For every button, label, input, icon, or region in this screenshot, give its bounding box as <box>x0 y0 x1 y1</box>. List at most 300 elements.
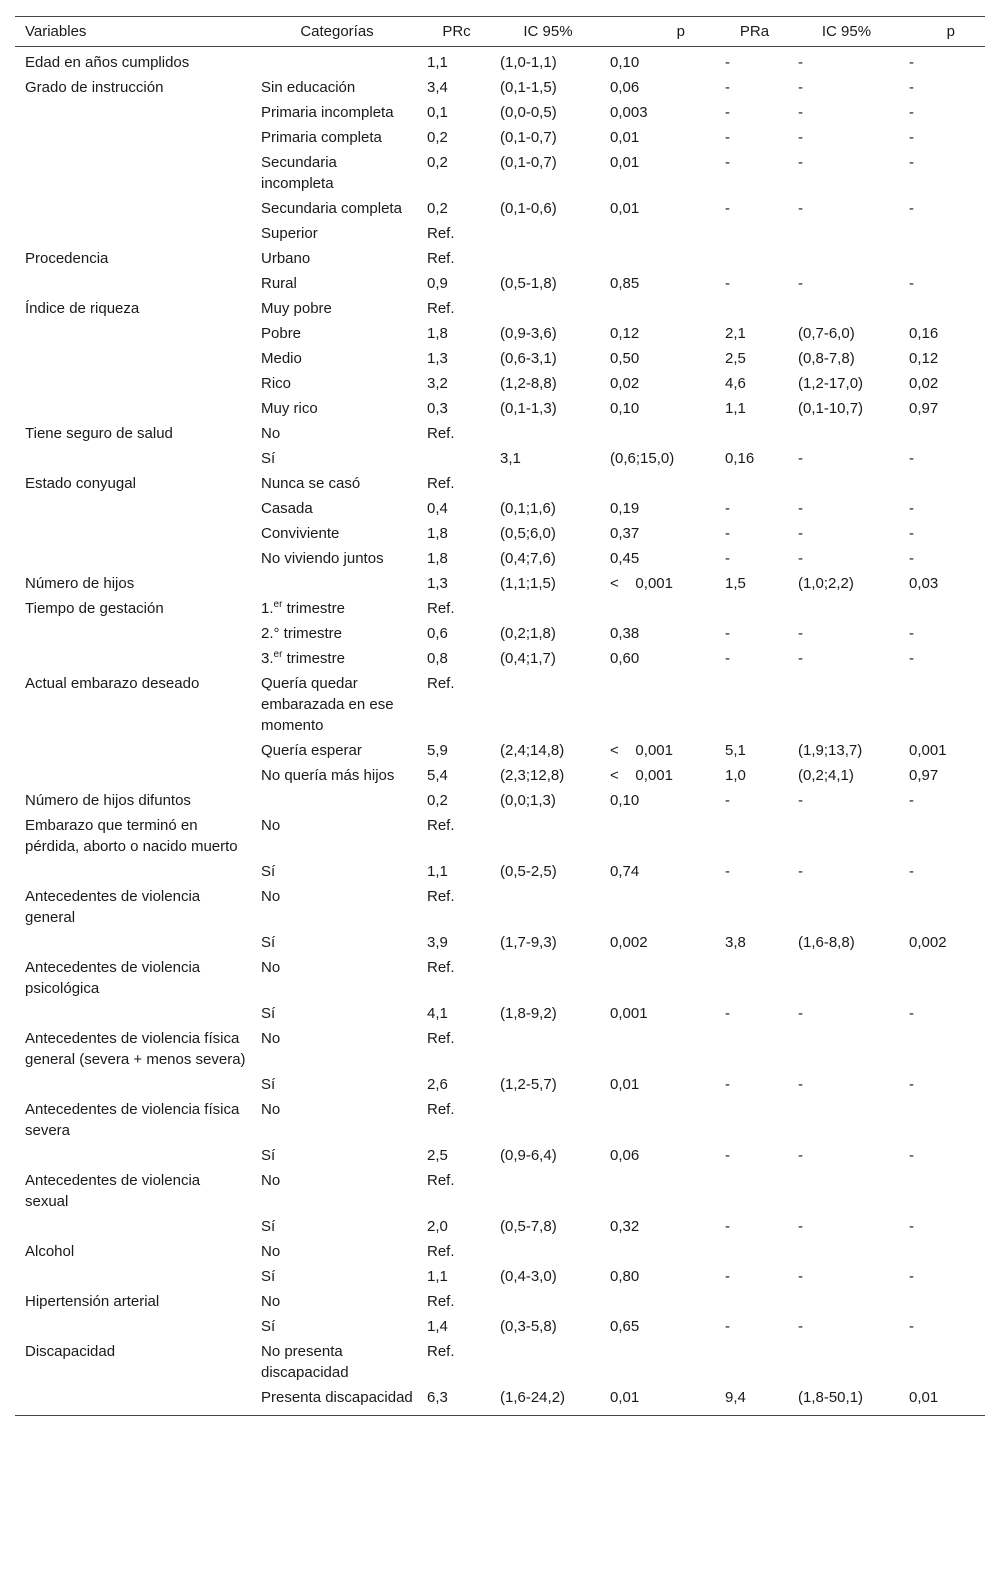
cell-ic95-adjusted: - <box>798 450 803 467</box>
header-p-crude: p <box>676 23 685 40</box>
cell-p-adjusted: - <box>909 650 914 667</box>
cell-pra: - <box>725 550 730 567</box>
cell-p-adjusted <box>899 298 985 319</box>
cell-ic95-crude: (0,5-1,8) <box>500 275 557 292</box>
cell-pra: - <box>725 1268 730 1285</box>
cell-ic95-crude: (1,2-5,7) <box>500 1076 557 1093</box>
cell-category: Rico <box>261 375 292 392</box>
cell-category: Sí <box>261 1005 276 1022</box>
cell-ic95-crude: (2,3;12,8) <box>500 767 565 784</box>
cell-ic95-adjusted: (1,2-17,0) <box>798 375 864 392</box>
cell-pra: - <box>725 129 730 146</box>
cell-ic95-crude: (0,3-5,8) <box>500 1318 557 1335</box>
cell-ic95-adjusted: (1,6-8,8) <box>798 934 855 951</box>
cell-ic95-adjusted: - <box>798 1147 803 1164</box>
cell-prc: 1,8 <box>427 550 448 567</box>
cell-pra: - <box>725 200 730 217</box>
header-ic95-crude: IC 95% <box>523 23 573 40</box>
cell-prc: 3,2 <box>427 375 448 392</box>
cell-prc: 0,9 <box>427 275 448 292</box>
cell-pra <box>715 248 788 269</box>
cell-ic95-crude <box>490 1170 600 1212</box>
cell-variable <box>15 398 251 419</box>
cell-ic95-adjusted: - <box>798 650 803 667</box>
cell-ic95-crude: 3,1 <box>500 450 521 467</box>
cell-prc: 1,8 <box>427 325 448 342</box>
cell-p-adjusted: - <box>909 54 914 71</box>
cell-p-adjusted: - <box>909 550 914 567</box>
table-row <box>15 125 985 150</box>
cell-pra <box>715 1170 788 1212</box>
cell-pra: 1,0 <box>725 767 746 784</box>
cell-variable: Antecedentes de violencia general <box>25 888 201 926</box>
cell-p-crude: 0,19 <box>610 500 640 517</box>
cell-pra: - <box>725 500 730 517</box>
cell-ic95-crude: (0,5;6,0) <box>500 525 556 542</box>
cell-pra <box>715 1099 788 1141</box>
table-row <box>15 75 985 100</box>
table-row <box>15 955 985 1001</box>
cell-category: Sí <box>261 1318 276 1335</box>
cell-p-crude: 0,32 <box>610 1218 640 1235</box>
header-ic95-adjusted: IC 95% <box>821 23 872 40</box>
cell-prc: 0,6 <box>427 625 448 642</box>
table-row <box>15 1314 985 1339</box>
cell-ic95-crude <box>490 886 600 928</box>
cell-ic95-crude <box>490 1241 600 1262</box>
cell-ic95-crude: (0,1-0,6) <box>500 200 557 217</box>
cell-ic95-adjusted: - <box>798 1076 803 1093</box>
cell-prc: 1,4 <box>427 1318 448 1335</box>
cell-prc: 0,2 <box>427 200 448 217</box>
cell-category: Sí <box>261 863 276 880</box>
table-row <box>15 671 985 738</box>
cell-pra <box>715 957 788 999</box>
cell-ic95-adjusted <box>788 1028 899 1070</box>
cell-p-adjusted: - <box>909 1076 914 1093</box>
cell-category: Presenta discapacidad <box>261 1389 413 1406</box>
cell-category: 2.° trimestre <box>261 625 343 642</box>
cell-pra: 1,1 <box>725 400 746 417</box>
table-row <box>15 271 985 296</box>
cell-p-adjusted: - <box>909 154 914 171</box>
cell-variable: Hipertensión arterial <box>25 1293 160 1310</box>
cell-prc: Ref. <box>427 425 455 442</box>
cell-p-crude: 0,001 <box>610 1005 648 1022</box>
cell-prc: 0,2 <box>427 792 448 809</box>
table-row <box>15 221 985 246</box>
cell-p-adjusted: 0,16 <box>909 325 939 342</box>
cell-category: Sí <box>261 450 276 467</box>
cell-p-crude: 0,01 <box>610 129 640 146</box>
cell-p-crude: 0,85 <box>610 275 640 292</box>
cell-p-crude: 0,01 <box>610 1076 640 1093</box>
cell-ic95-crude: (0,6-3,1) <box>500 350 557 367</box>
table-row <box>15 646 985 671</box>
cell-ic95-crude <box>490 298 600 319</box>
cell-category: No quería más hijos <box>261 767 395 784</box>
cell-ic95-adjusted <box>788 248 899 269</box>
cell-pra: - <box>725 792 730 809</box>
cell-p-adjusted: 0,01 <box>909 1389 939 1406</box>
cell-variable <box>15 348 251 369</box>
cell-ic95-crude <box>490 423 600 444</box>
cell-p-adjusted: 0,001 <box>909 742 947 759</box>
cell-pra <box>715 886 788 928</box>
cell-prc: Ref. <box>427 475 455 492</box>
cell-p-adjusted <box>899 1028 985 1070</box>
cell-category: Medio <box>261 350 302 367</box>
table-row <box>15 371 985 396</box>
cell-prc: Ref. <box>427 600 455 617</box>
cell-variable <box>15 448 251 469</box>
cell-category <box>251 790 417 811</box>
table-row <box>15 788 985 813</box>
cell-p-crude: 0,10 <box>610 54 640 71</box>
cell-p-crude <box>600 473 715 494</box>
cell-prc: 0,2 <box>427 129 448 146</box>
cell-ic95-adjusted: (0,7-6,0) <box>798 325 855 342</box>
cell-p-crude: < 0,001 <box>610 575 673 592</box>
cell-category: Sí <box>261 1218 276 1235</box>
cell-ic95-adjusted <box>788 673 899 736</box>
table-row <box>15 738 985 763</box>
cell-variable: Antecedentes de violencia física general (severa + menos severa) <box>25 1030 246 1068</box>
cell-p-adjusted: - <box>909 1005 914 1022</box>
cell-prc: 3,9 <box>427 934 448 951</box>
cell-category: Urbano <box>261 250 311 267</box>
table-row <box>15 1072 985 1097</box>
cell-prc: Ref. <box>427 250 455 267</box>
cell-pra: - <box>725 154 730 171</box>
cell-p-adjusted: - <box>909 104 914 121</box>
cell-p-crude: 0,002 <box>610 934 648 951</box>
cell-variable <box>15 932 251 953</box>
cell-p-adjusted <box>899 423 985 444</box>
cell-p-adjusted: - <box>909 450 914 467</box>
cell-ic95-adjusted <box>788 598 899 619</box>
cell-prc: Ref. <box>427 1101 455 1118</box>
cell-ic95-adjusted: (1,0;2,2) <box>798 575 854 592</box>
cell-ic95-crude: (1,0-1,1) <box>500 54 557 71</box>
cell-category: Casada <box>261 500 313 517</box>
cell-prc: 0,8 <box>427 650 448 667</box>
cell-p-adjusted: - <box>909 79 914 96</box>
cell-category <box>251 573 417 594</box>
cell-p-crude: 0,80 <box>610 1268 640 1285</box>
cell-p-crude: (0,6;15,0) <box>610 450 675 467</box>
cell-ic95-crude <box>490 1291 600 1312</box>
cell-pra: - <box>725 79 730 96</box>
cell-prc: 6,3 <box>427 1389 448 1406</box>
cell-prc: Ref. <box>427 1030 455 1047</box>
cell-variable <box>15 127 251 148</box>
cell-variable: Edad en años cumplidos <box>25 54 190 71</box>
cell-ic95-adjusted: (1,9;13,7) <box>798 742 863 759</box>
cell-ic95-crude <box>490 598 600 619</box>
table-row <box>15 621 985 646</box>
cell-prc <box>417 448 490 469</box>
cell-prc: 0,1 <box>427 104 448 121</box>
cell-ic95-crude: (0,1-0,7) <box>500 154 557 171</box>
cell-p-adjusted: - <box>909 500 914 517</box>
cell-pra <box>715 423 788 444</box>
cell-ic95-crude <box>490 1028 600 1070</box>
cell-variable: Antecedentes de violencia física severa <box>25 1101 240 1139</box>
table-row <box>15 521 985 546</box>
table-row <box>15 47 985 75</box>
table-row <box>15 346 985 371</box>
cell-variable: Actual embarazo deseado <box>25 675 200 692</box>
table-row <box>15 571 985 596</box>
cell-variable: Antecedentes de violencia psicológica <box>25 959 201 997</box>
table-row <box>15 1001 985 1026</box>
cell-p-adjusted: - <box>909 1318 914 1335</box>
cell-prc: 0,2 <box>427 154 448 171</box>
cell-ic95-adjusted: - <box>798 79 803 96</box>
table-row <box>15 763 985 788</box>
cell-p-crude: 0,10 <box>610 792 640 809</box>
cell-ic95-crude: (0,4-3,0) <box>500 1268 557 1285</box>
cell-category: Primaria incompleta <box>261 104 394 121</box>
table-row <box>15 1214 985 1239</box>
table-row <box>15 1026 985 1072</box>
table-row <box>15 321 985 346</box>
cell-variable <box>15 102 251 123</box>
cell-ic95-adjusted: - <box>798 275 803 292</box>
cell-category: Superior <box>261 225 318 242</box>
cell-ic95-crude: (0,9-6,4) <box>500 1147 557 1164</box>
cell-pra: - <box>725 525 730 542</box>
cell-p-crude: 0,003 <box>610 104 648 121</box>
cell-p-adjusted: 0,97 <box>909 400 939 417</box>
cell-p-crude <box>600 223 715 244</box>
cell-ic95-crude: (0,1-1,3) <box>500 400 557 417</box>
cell-variable <box>15 1216 251 1237</box>
header-categorias: Categorías <box>300 23 374 40</box>
cell-ic95-adjusted: - <box>798 1268 803 1285</box>
cell-p-crude: < 0,001 <box>610 742 673 759</box>
cell-category: 3.$^{er}$ trimestre <box>261 649 345 667</box>
cell-variable <box>15 740 251 761</box>
table-row <box>15 813 985 859</box>
cell-p-crude <box>600 298 715 319</box>
cell-prc: 2,5 <box>427 1147 448 1164</box>
cell-category: Muy rico <box>261 400 318 417</box>
cell-p-adjusted: - <box>909 1218 914 1235</box>
cell-p-crude: < 0,001 <box>610 767 673 784</box>
cell-variable: Estado conyugal <box>25 475 136 492</box>
cell-pra: - <box>725 650 730 667</box>
cell-variable <box>15 152 251 194</box>
cell-ic95-adjusted <box>788 1170 899 1212</box>
cell-p-adjusted <box>899 1291 985 1312</box>
cell-ic95-crude <box>490 223 600 244</box>
cell-prc: 1,8 <box>427 525 448 542</box>
cell-prc: Ref. <box>427 300 455 317</box>
cell-p-crude: 0,01 <box>610 1389 640 1406</box>
table-row <box>15 1385 985 1416</box>
cell-p-adjusted <box>899 1341 985 1383</box>
cell-p-crude <box>600 886 715 928</box>
table-row <box>15 596 985 621</box>
cell-variable: Tiempo de gestación <box>25 600 164 617</box>
cell-p-crude: 0,50 <box>610 350 640 367</box>
cell-pra <box>715 298 788 319</box>
cell-ic95-crude: (1,8-9,2) <box>500 1005 557 1022</box>
cell-variable <box>15 373 251 394</box>
cell-p-crude: 0,74 <box>610 863 640 880</box>
cell-p-crude: 0,12 <box>610 325 640 342</box>
cell-variable <box>15 273 251 294</box>
cell-p-crude: 0,06 <box>610 1147 640 1164</box>
cell-p-adjusted: - <box>909 275 914 292</box>
cell-category: No <box>261 1172 281 1189</box>
cell-category <box>251 52 417 73</box>
cell-p-crude: 0,65 <box>610 1318 640 1335</box>
table-row <box>15 496 985 521</box>
cell-ic95-crude: (0,9-3,6) <box>500 325 557 342</box>
cell-ic95-adjusted <box>788 423 899 444</box>
cell-category: Conviviente <box>261 525 340 542</box>
cell-p-adjusted <box>899 673 985 736</box>
cell-ic95-adjusted: - <box>798 104 803 121</box>
cell-p-adjusted: 0,12 <box>909 350 939 367</box>
cell-prc: Ref. <box>427 1243 455 1260</box>
cell-pra: 9,4 <box>725 1389 746 1406</box>
cell-p-crude <box>600 673 715 736</box>
cell-category: Primaria completa <box>261 129 382 146</box>
cell-p-crude <box>600 957 715 999</box>
cell-category: Sí <box>261 1076 276 1093</box>
cell-ic95-crude: (0,5-7,8) <box>500 1218 557 1235</box>
cell-pra: - <box>725 104 730 121</box>
cell-variable: Número de hijos <box>25 575 135 592</box>
cell-pra: - <box>725 625 730 642</box>
cell-p-crude: 0,01 <box>610 200 640 217</box>
cell-variable <box>15 1145 251 1166</box>
cell-variable <box>15 1387 251 1408</box>
cell-ic95-adjusted <box>788 815 899 857</box>
cell-category: No <box>261 1293 281 1310</box>
cell-variable <box>15 223 251 244</box>
cell-ic95-crude <box>490 1341 600 1383</box>
table-row <box>15 546 985 571</box>
cell-p-adjusted: 0,02 <box>909 375 939 392</box>
cell-p-adjusted: - <box>909 863 914 880</box>
cell-p-crude: 0,38 <box>610 625 640 642</box>
cell-prc: 2,0 <box>427 1218 448 1235</box>
cell-category: Sí <box>261 1147 276 1164</box>
cell-ic95-crude: (0,5-2,5) <box>500 863 557 880</box>
cell-p-crude <box>600 1241 715 1262</box>
cell-prc: 4,1 <box>427 1005 448 1022</box>
cell-pra: 5,1 <box>725 742 746 759</box>
cell-p-adjusted: - <box>909 1268 914 1285</box>
cell-p-adjusted: - <box>909 625 914 642</box>
cell-p-adjusted: 0,002 <box>909 934 947 951</box>
cell-category: Quería quedar embarazada en ese momento <box>261 675 394 734</box>
cell-variable <box>15 1266 251 1287</box>
cell-pra <box>715 598 788 619</box>
cell-ic95-adjusted <box>788 1241 899 1262</box>
cell-p-crude: 0,01 <box>610 154 640 171</box>
cell-ic95-crude: (1,7-9,3) <box>500 934 557 951</box>
cell-p-adjusted <box>899 248 985 269</box>
cell-prc: 1,3 <box>427 350 448 367</box>
cell-ic95-crude: (1,6-24,2) <box>500 1389 566 1406</box>
cell-ic95-crude <box>490 815 600 857</box>
table-row <box>15 246 985 271</box>
cell-ic95-adjusted: - <box>798 1005 803 1022</box>
cell-pra: - <box>725 275 730 292</box>
table-row <box>15 1264 985 1289</box>
cell-ic95-crude: (0,4;7,6) <box>500 550 556 567</box>
cell-variable: Antecedentes de violencia sexual <box>25 1172 201 1210</box>
cell-category: Secundaria completa <box>261 200 402 217</box>
header-p-adjusted: p <box>946 23 955 40</box>
cell-ic95-adjusted: (0,1-10,7) <box>798 400 864 417</box>
table-header <box>15 16 985 47</box>
cell-p-crude <box>600 423 715 444</box>
cell-pra: 0,16 <box>725 450 755 467</box>
cell-p-adjusted <box>899 473 985 494</box>
cell-pra: 1,5 <box>725 575 746 592</box>
cell-prc: 2,6 <box>427 1076 448 1093</box>
cell-ic95-crude: (1,2-8,8) <box>500 375 557 392</box>
cell-category: Pobre <box>261 325 302 342</box>
cell-pra <box>715 1291 788 1312</box>
cell-ic95-crude: (0,1-1,5) <box>500 79 557 96</box>
cell-ic95-crude: (0,1-0,7) <box>500 129 557 146</box>
cell-ic95-adjusted <box>788 223 899 244</box>
cell-prc: Ref. <box>427 1172 455 1189</box>
cell-ic95-crude: (0,2;1,8) <box>500 625 556 642</box>
cell-p-crude <box>600 1099 715 1141</box>
cell-ic95-adjusted: - <box>798 792 803 809</box>
cell-ic95-crude: (2,4;14,8) <box>500 742 565 759</box>
cell-ic95-crude <box>490 1099 600 1141</box>
table-row <box>15 1097 985 1143</box>
cell-ic95-adjusted <box>788 957 899 999</box>
cell-pra: - <box>725 863 730 880</box>
cell-ic95-crude <box>490 957 600 999</box>
header-variables: Variables <box>25 23 87 40</box>
cell-variable: Embarazo que terminó en pérdida, aborto o nacido muerto <box>25 817 238 855</box>
cell-p-adjusted: - <box>909 200 914 217</box>
cell-ic95-adjusted <box>788 1099 899 1141</box>
cell-p-adjusted <box>899 1241 985 1262</box>
cell-prc: Ref. <box>427 959 455 976</box>
cell-p-crude <box>600 598 715 619</box>
cell-pra: - <box>725 1147 730 1164</box>
table-body <box>15 47 985 1416</box>
cell-category: No <box>261 425 281 442</box>
cell-pra <box>715 1241 788 1262</box>
cell-pra <box>715 1028 788 1070</box>
cell-variable <box>15 861 251 882</box>
cell-variable: Procedencia <box>25 250 109 267</box>
cell-variable: Tiene seguro de salud <box>25 425 173 442</box>
cell-p-adjusted: - <box>909 525 914 542</box>
cell-category: Secundaria incompleta <box>261 154 337 192</box>
table-row <box>15 1143 985 1168</box>
table-row <box>15 421 985 446</box>
cell-p-crude <box>600 815 715 857</box>
cell-prc: 0,4 <box>427 500 448 517</box>
cell-ic95-adjusted <box>788 298 899 319</box>
cell-p-crude <box>600 1028 715 1070</box>
